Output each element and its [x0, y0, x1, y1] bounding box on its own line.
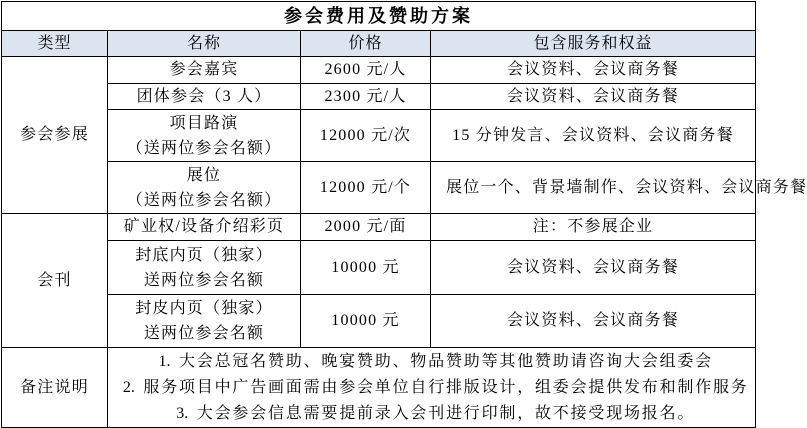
title-row [2, 2, 756, 31]
item-name-line: 送两位参会名额 [143, 325, 265, 342]
fee-sheet [1, 1, 807, 428]
item-benefits: 会议资料、会议商务餐 [431, 57, 756, 84]
notes-item [108, 375, 755, 401]
item-name [108, 110, 301, 162]
item-name [108, 295, 301, 348]
notes-list [108, 348, 756, 428]
notes-row [2, 348, 756, 428]
category-attend-exhibit: 参会参展 [2, 57, 108, 214]
item-name-line: 封底内页（独家） [135, 246, 273, 264]
notes-item-number: 1. [158, 352, 171, 370]
item-name-line: （送两位参会名额） [126, 191, 282, 209]
header-row [2, 31, 756, 57]
item-name-line: 送两位参会名额 [143, 271, 265, 289]
notes-item-text: 大会总冠名赞助、晚宴赞助、物品赞助等其他赞助请咨询大会组委会 [178, 352, 713, 370]
item-benefits: 注：不参展企业 [431, 214, 756, 241]
item-price: 12000 元/个 [301, 162, 431, 214]
fee-table [1, 1, 807, 428]
table-row [2, 295, 756, 348]
notes-item-number: 3. [176, 404, 189, 422]
item-name-line: 封皮内页（独家） [135, 300, 273, 317]
notes-item-number: 2. [122, 378, 135, 396]
item-name-line: 项目路演 [169, 114, 239, 132]
item-price: 2600 元/人 [301, 57, 431, 84]
notes-item [108, 401, 755, 427]
notes-item-text: 大会参会信息需要提前录入会刊进行印制，故不接受现场报名。 [196, 404, 696, 422]
header-type: 类型 [2, 31, 108, 57]
notes-item-text: 服务项目中广告画面需由参会单位自行排版设计，组委会提供发布和制作服务 [143, 378, 749, 396]
item-price: 12000 元/次 [301, 110, 431, 162]
header-benefits: 包含服务和权益 [431, 31, 756, 57]
item-benefits: 会议资料、会议商务餐 [431, 84, 756, 110]
table-row [2, 162, 756, 214]
item-price: 10000 元 [301, 241, 431, 295]
item-benefits [431, 162, 807, 214]
item-name-line: （送两位参会名额） [126, 139, 282, 157]
item-name: 矿业权/设备介绍彩页 [108, 214, 301, 241]
header-price: 价格 [301, 31, 431, 57]
table-row [2, 241, 756, 295]
table-title: 参会费用及赞助方案 [2, 2, 756, 31]
table-row [2, 57, 756, 84]
item-benefits: 会议资料、会议商务餐 [431, 241, 756, 295]
item-price: 2300 元/人 [301, 84, 431, 110]
header-name: 名称 [108, 31, 301, 57]
item-benefits-text: 展位一个、背景墙制作、会议资料、会议商务餐 [446, 179, 807, 196]
item-name [108, 241, 301, 295]
notes-item [108, 349, 755, 375]
item-benefits: 15 分钟发言、会议资料、会议商务餐 [431, 110, 756, 162]
item-price: 2000 元/面 [301, 214, 431, 241]
item-name [108, 162, 301, 214]
table-body [2, 2, 807, 428]
item-price: 10000 元 [301, 295, 431, 348]
table-row [2, 84, 756, 110]
item-name: 团体参会（3 人） [108, 84, 301, 110]
item-benefits: 会议资料、会议商务餐 [431, 295, 756, 348]
category-journal: 会刊 [2, 214, 108, 348]
notes-label: 备注说明 [2, 348, 108, 428]
item-name: 参会嘉宾 [108, 57, 301, 84]
table-row [2, 110, 756, 162]
table-row [2, 214, 756, 241]
item-name-line: 展位 [186, 166, 222, 184]
